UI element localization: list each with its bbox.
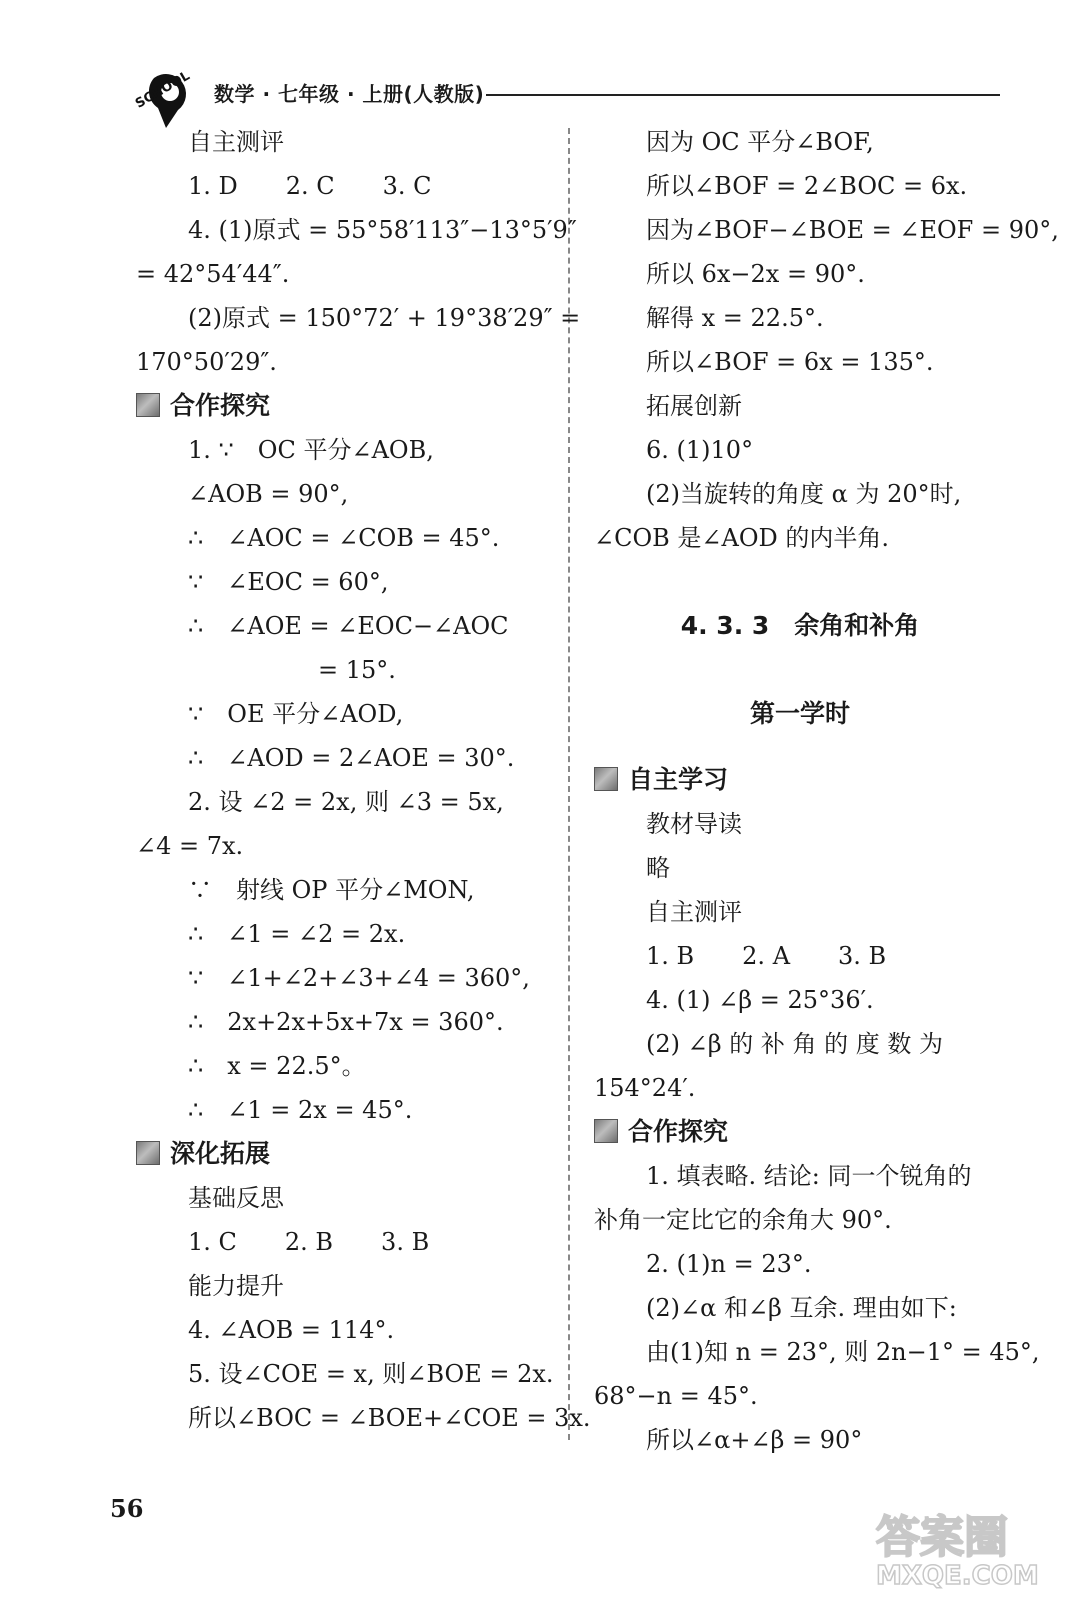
answer-line: 1. D 2. C 3. C: [188, 172, 432, 200]
answer-line: 5. 设∠COE = x, 则∠BOE = 2x.: [188, 1360, 554, 1388]
subsection-label: 基础反思: [188, 1184, 284, 1212]
section-marker-icon: [594, 1119, 618, 1143]
answer-line: ∵ 射线 OP 平分∠MON,: [188, 876, 475, 904]
answer-line: (2) ∠β 的 补 角 的 度 数 为: [646, 1030, 944, 1058]
left-column: [136, 120, 591, 1440]
subsection-label: 自主测评: [188, 128, 284, 156]
lesson-title: 第一学时: [749, 699, 850, 728]
answer-line: 170°50′29″.: [136, 348, 277, 376]
section-title: 4. 3. 3 余角和补角: [680, 611, 920, 640]
subsection-label: 能力提升: [188, 1272, 284, 1300]
header-rule: [486, 94, 1000, 96]
answer-line: = 15°.: [318, 656, 396, 684]
watermark-url: MXQE.COM: [876, 1561, 1039, 1590]
right-column: [594, 120, 1059, 1462]
answer-line: 1. C 2. B 3. B: [188, 1228, 430, 1256]
section-marker-icon: [136, 393, 160, 417]
answer-line: ∵ ∠EOC = 60°,: [188, 568, 389, 596]
section-heading: 合作探究: [136, 384, 548, 428]
answer-line: 1. B 2. A 3. B: [646, 942, 887, 970]
answer-line: ∠COB 是∠AOD 的内半角.: [594, 524, 890, 552]
subsection-label: 拓展创新: [646, 392, 742, 420]
answer-line: 4. ∠AOB = 114°.: [188, 1316, 395, 1344]
logo-text: SCHOOL: [132, 68, 193, 112]
section-heading: 合作探究: [594, 1110, 1006, 1154]
answer-line: (2)当旋转的角度 α 为 20°时,: [646, 480, 962, 508]
answer-line: 4. (1)原式 = 55°58′113″−13°5′9″: [188, 216, 577, 244]
answer-line: 1. ∵ OC 平分∠AOB,: [188, 436, 434, 464]
answer-line: ∴ x = 22.5°。: [188, 1052, 366, 1080]
site-watermark: [866, 1504, 1046, 1590]
section-marker-icon: [136, 1141, 160, 1165]
header-title: 数学 · 七年级 · 上册(人教版): [214, 82, 485, 106]
answer-line: 补角一定比它的余角大 90°.: [594, 1206, 892, 1234]
answer-line: 1. 填表略. 结论: 同一个锐角的: [646, 1162, 972, 1190]
subsection-label: 教材导读: [646, 810, 742, 838]
answer-line: 因为 OC 平分∠BOF,: [646, 128, 874, 156]
answer-line: ∵ OE 平分∠AOD,: [188, 700, 404, 728]
answer-line: ∴ ∠1 = 2x = 45°.: [188, 1096, 413, 1124]
answer-line: = 42°54′44″.: [136, 260, 290, 288]
answer-line: 由(1)知 n = 23°, 则 2n−1° = 45°,: [646, 1338, 1040, 1366]
answer-line: 154°24′.: [594, 1074, 696, 1102]
answer-line: ∵ ∠1+∠2+∠3+∠4 = 360°,: [188, 964, 530, 992]
answer-line: 所以∠BOF = 2∠BOC = 6x.: [646, 172, 968, 200]
answer-line: 4. (1) ∠β = 25°36′.: [646, 986, 874, 1014]
answer-line: 2. 设 ∠2 = 2x, 则 ∠3 = 5x,: [188, 788, 504, 816]
section-heading: 深化拓展: [136, 1132, 548, 1176]
answer-line: ∠4 = 7x.: [136, 832, 244, 860]
answer-line: ∠AOB = 90°,: [188, 480, 349, 508]
answer-line: 所以 6x−2x = 90°.: [646, 260, 865, 288]
answer-line: ∴ ∠1 = ∠2 = 2x.: [188, 920, 406, 948]
answer-line: ∴ ∠AOD = 2∠AOE = 30°.: [188, 744, 515, 772]
answer-line: 2. (1)n = 23°.: [646, 1250, 812, 1278]
answer-line: (2)原式 = 150°72′ + 19°38′29″ =: [188, 304, 581, 332]
answer-line: 68°−n = 45°.: [594, 1382, 758, 1410]
answer-line: ∴ ∠AOE = ∠EOC−∠AOC: [188, 612, 509, 640]
watermark-logo-text: 答案圈: [876, 1512, 1008, 1563]
answer-line: 所以∠α+∠β = 90°: [646, 1426, 863, 1454]
answer-line: 因为∠BOF−∠BOE = ∠EOF = 90°,: [646, 216, 1059, 244]
answer-line: 所以∠BOF = 6x = 135°.: [646, 348, 934, 376]
answer-line: 略: [646, 854, 670, 882]
section-marker-icon: [594, 767, 618, 791]
page-number: 56: [110, 1494, 144, 1523]
answer-line: 所以∠BOC = ∠BOE+∠COE = 3x.: [188, 1404, 591, 1432]
subsection-label: 自主测评: [646, 898, 742, 926]
section-heading: 自主学习: [594, 758, 1006, 802]
answer-line: ∴ 2x+2x+5x+7x = 360°.: [188, 1008, 504, 1036]
answer-line: 6. (1)10°: [646, 436, 754, 464]
answer-line: 解得 x = 22.5°.: [646, 304, 824, 332]
answer-line: (2)∠α 和∠β 互余. 理由如下:: [646, 1294, 957, 1322]
answer-line: ∴ ∠AOC = ∠COB = 45°.: [188, 524, 500, 552]
